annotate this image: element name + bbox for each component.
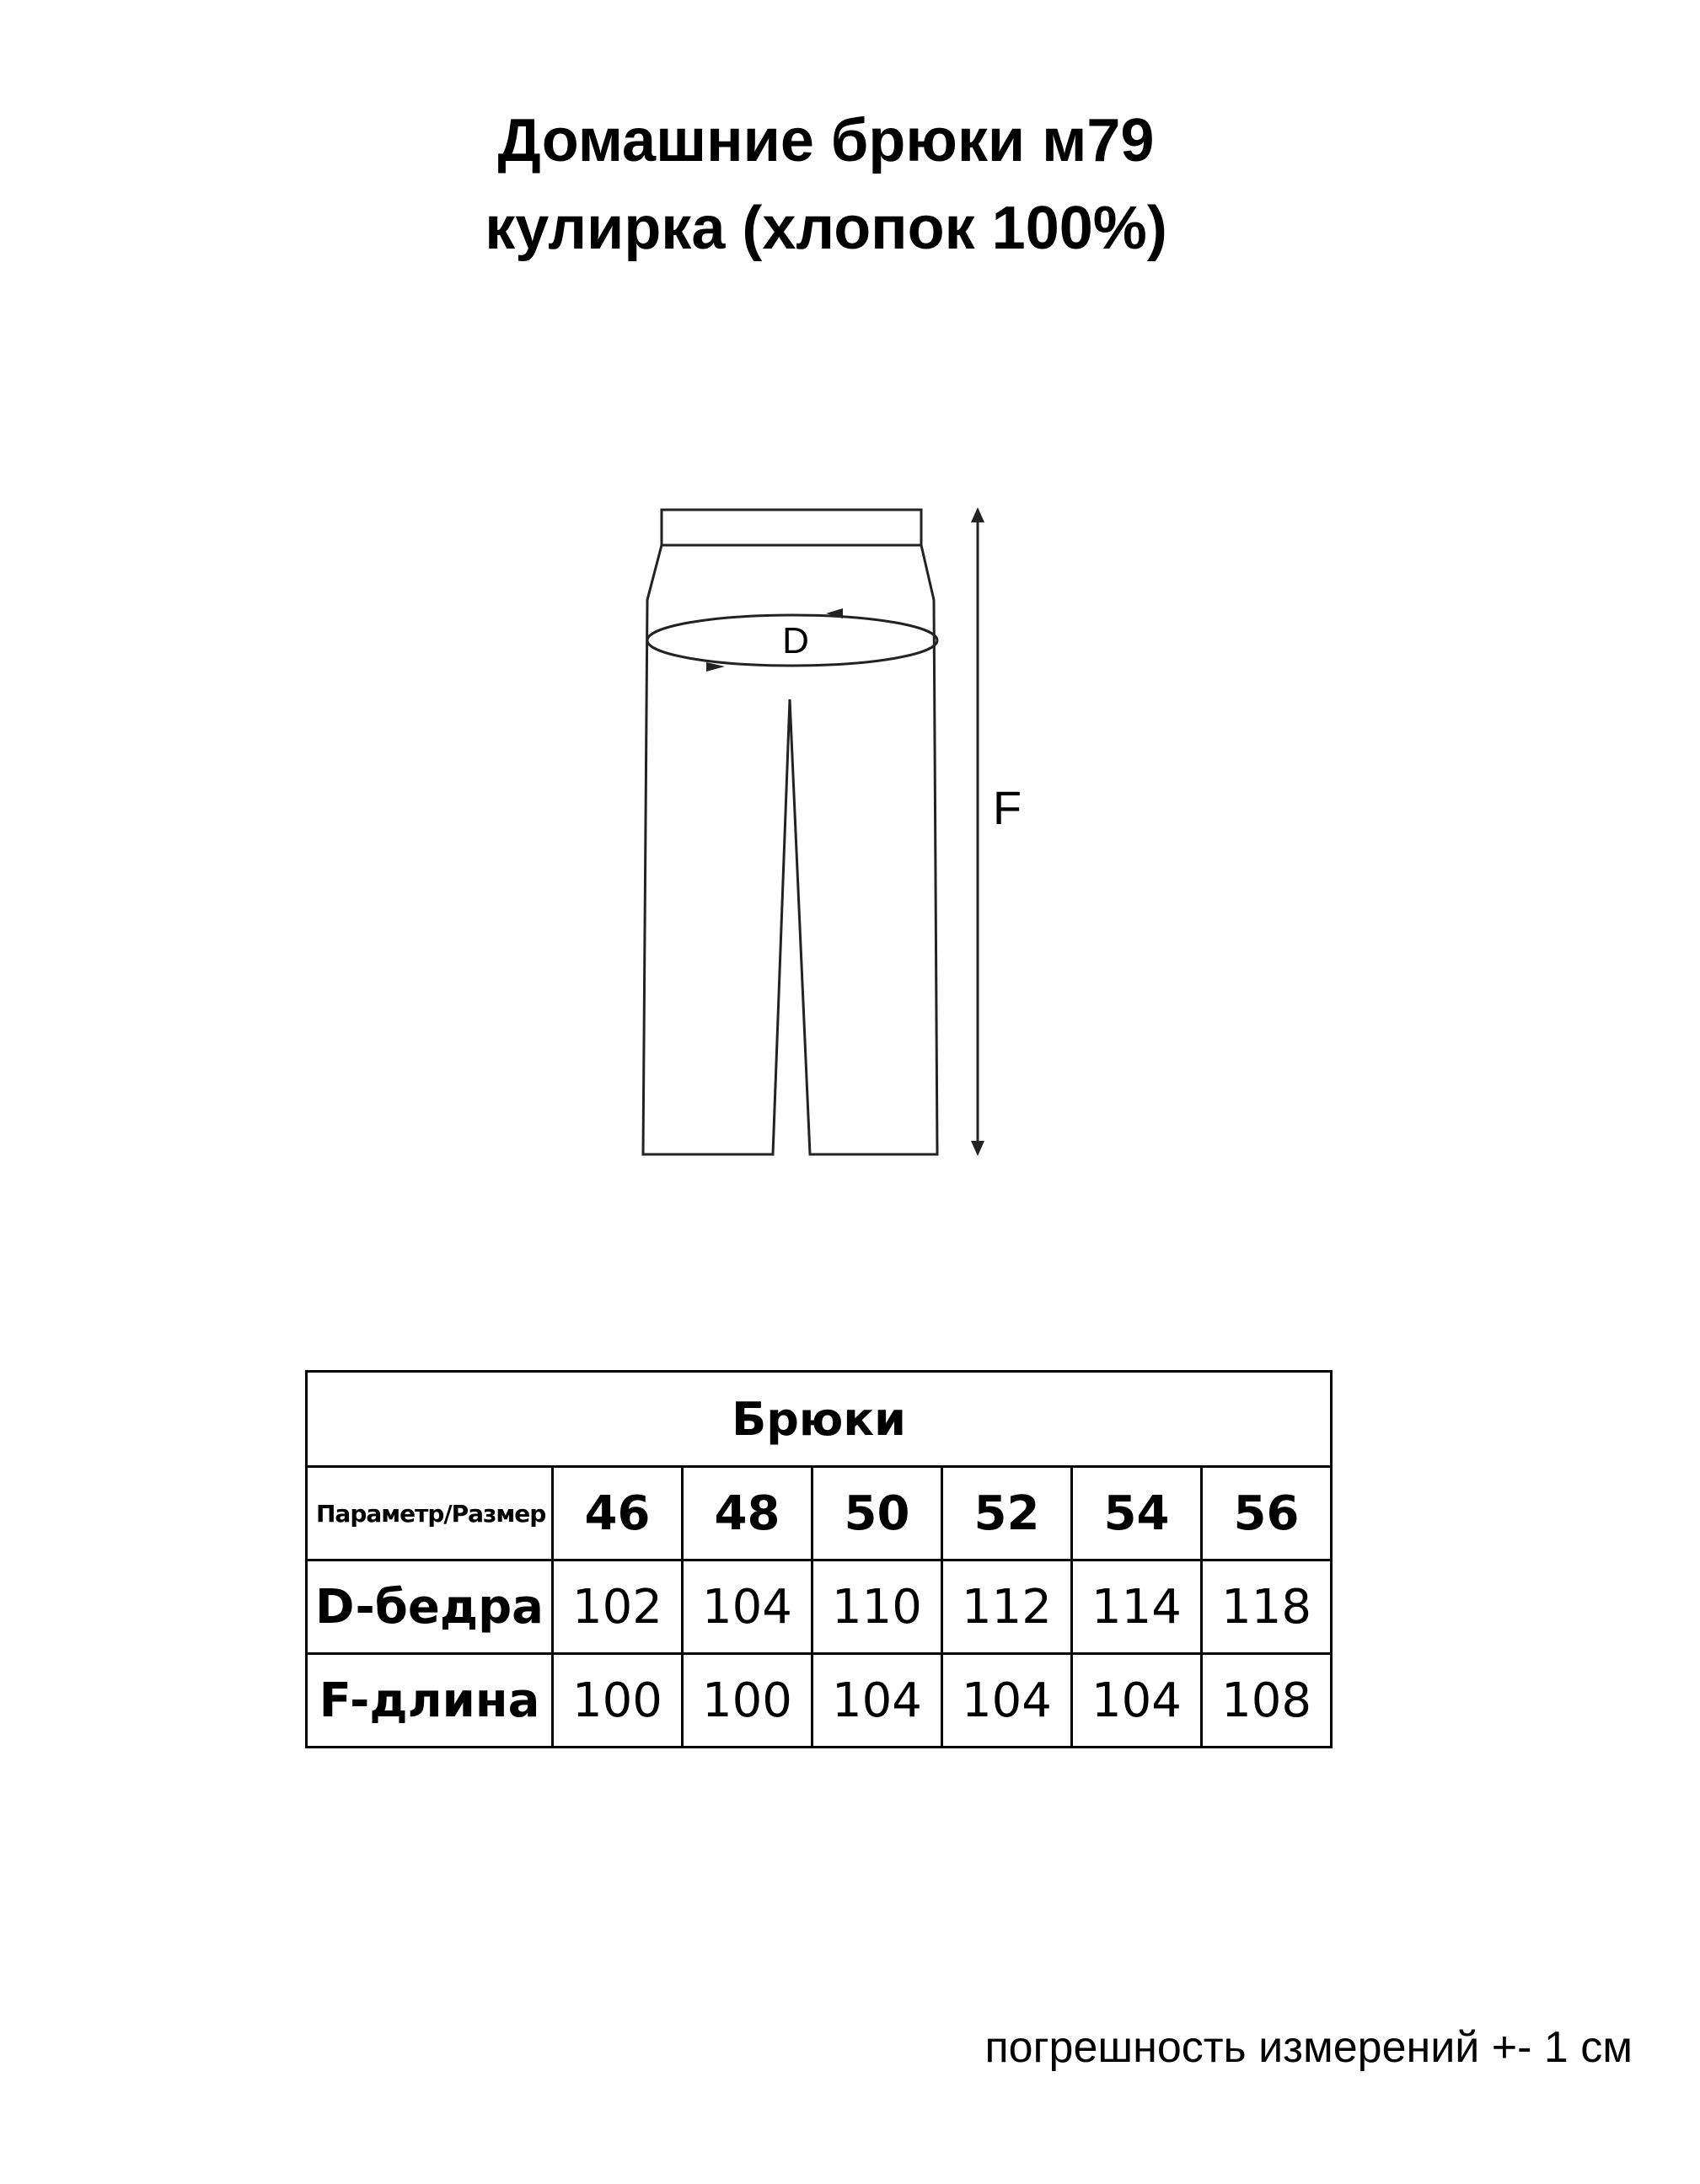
label-d: D	[782, 620, 809, 661]
table-cell: 104	[683, 1560, 812, 1654]
row-label: D-бедра	[307, 1560, 553, 1654]
row-label: F-длина	[307, 1654, 553, 1748]
waistband	[662, 510, 921, 545]
table-caption: Брюки	[307, 1372, 1332, 1467]
table-cell: 104	[1072, 1654, 1202, 1748]
size-header: 56	[1202, 1467, 1332, 1560]
measurement-tolerance-note: погрешность измерений +- 1 см	[984, 2023, 1633, 2072]
table-cell: 102	[553, 1560, 683, 1654]
table-cell: 118	[1202, 1560, 1332, 1654]
title-line-2: кулирка (хлопок 100%)	[485, 195, 1167, 262]
table-cell: 110	[812, 1560, 942, 1654]
size-table	[305, 1370, 1333, 1748]
size-header: 50	[812, 1467, 942, 1560]
size-header: 52	[942, 1467, 1072, 1560]
param-header: Параметр/Размер	[307, 1467, 553, 1560]
table-cell: 108	[1202, 1654, 1332, 1748]
table-cell: 104	[942, 1654, 1072, 1748]
length-arrow-down	[971, 1141, 984, 1156]
table-cell: 104	[812, 1654, 942, 1748]
title-line-1: Домашние брюки м79	[497, 107, 1155, 174]
size-header: 46	[553, 1467, 683, 1560]
table-cell: 100	[553, 1654, 683, 1748]
length-arrow-up	[971, 507, 984, 522]
table-cell: 100	[683, 1654, 812, 1748]
size-header: 54	[1072, 1467, 1202, 1560]
size-header: 48	[683, 1467, 812, 1560]
table-cell: 114	[1072, 1560, 1202, 1654]
table-row	[307, 1560, 1332, 1654]
table-cell: 112	[942, 1560, 1072, 1654]
table-row	[307, 1654, 1332, 1748]
label-f: F	[992, 781, 1022, 834]
